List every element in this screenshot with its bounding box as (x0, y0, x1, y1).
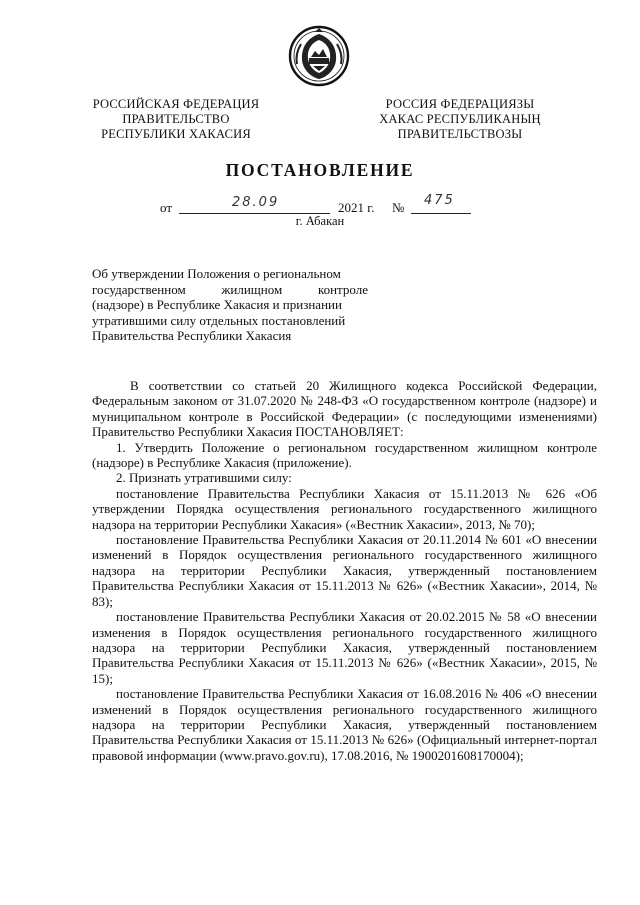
number-label: № (392, 200, 405, 215)
header-left-line-2: ПРАВИТЕЛЬСТВО (122, 112, 230, 126)
document-title: ПОСТАНОВЛЕНИЕ (225, 160, 415, 180)
date-handwritten: 28.09 (232, 195, 280, 210)
year-label: 2021 г. (338, 200, 375, 215)
repealed-item-1: постановление Правительства Республики Хакасия от 15.11.2013 № 626 «Об утверждении Порядка осуществления регионального государственного жилищного надзора на территории Республики Хакасия» («Вестник Хакасии», 2013, № 70); (92, 485, 597, 532)
number-handwritten: 475 (424, 193, 455, 208)
subject-word-1: государственном (92, 281, 186, 297)
document-subject (92, 266, 368, 344)
header-left-russian (78, 97, 274, 142)
repealed-item-3: постановление Правительства Республики Хакасия от 20.02.2015 № 58 «О внесении изменения в Порядок осуществления регионального государственного жилищного надзора на территории Республики Хакасия, утвержденный постановлением Правительства Республики Хакасия от 15.11.2013 № 626» («Вестник Хакасии», 2015, № 15); (92, 609, 597, 686)
header-right-line-1: РОССИЯ ФЕДЕРАЦИЯЗЫ (385, 97, 535, 111)
subject-line-3: (надзоре) в Республике Хакасия и признании (92, 297, 342, 313)
intro-paragraph: В соответствии со статьей 20 Жилищного кодекса Российской Федерации, Федеральным законом от 31.07.2020 № 248-ФЗ «О государственном контроле (надзоре) и муниципальном контроле в Российской Федерации» (с последующими изменениями) Правительство Республики Хакасия ПОСТАНОВЛЯЕТ: (92, 378, 597, 440)
coat-of-arms-emblem (287, 24, 351, 88)
item-1-paragraph: 1. Утвердить Положение о региональном государственном жилищном контроле (надзоре) в Республике Хакасия (приложение). (92, 439, 597, 471)
header-left-line-1: РОССИЙСКАЯ ФЕДЕРАЦИЯ (92, 97, 260, 111)
header-right-line-2: ХАКАС РЕСПУБЛИКАНЫҢ (379, 112, 541, 126)
subject-word-2: жилищном (221, 281, 283, 297)
subject-word-3: контроле (317, 281, 368, 297)
city-label: г. Абакан (295, 214, 345, 228)
subject-line-2 (92, 282, 368, 298)
header-right-line-3: ПРАВИТЕЛЬСТВОЗЫ (397, 127, 523, 141)
subject-line-5: Правительства Республики Хакасия (92, 328, 292, 344)
date-from-label: от (160, 200, 173, 215)
repealed-item-2: постановление Правительства Республики Хакасия от 20.11.2014 № 601 «О внесении изменений в Порядок осуществления регионального государственного жилищного надзора на территории Республики Хакасия, утвержденный постановлением Правительства Республики Хакасия от 15.11.2013 № 626» («Вестник Хакасии», 2014, № 83); (92, 532, 597, 609)
header-right-khakas (362, 97, 558, 142)
subject-line-4: утратившими силу отдельных постановлений (92, 312, 346, 328)
repealed-item-4: постановление Правительства Республики Хакасия от 16.08.2016 № 406 «О внесении изменений в Порядок осуществления регионального государственного жилищного надзора на территории Республики Хакасия, утвержденный постановлением Правительства Республики Хакасия от 15.11.2013 № 626» (Официальный интернет-портал правовой информации (www.pravo.gov.ru), 17.08.2016, № 1900201608170004); (92, 686, 597, 763)
header-left-line-3: РЕСПУБЛИКИ ХАКАСИЯ (101, 127, 251, 141)
item-2-paragraph: 2. Признать утратившими силу: (116, 470, 292, 486)
document-body (92, 378, 597, 763)
subject-line-1: Об утверждении Положения о региональном (92, 266, 341, 281)
